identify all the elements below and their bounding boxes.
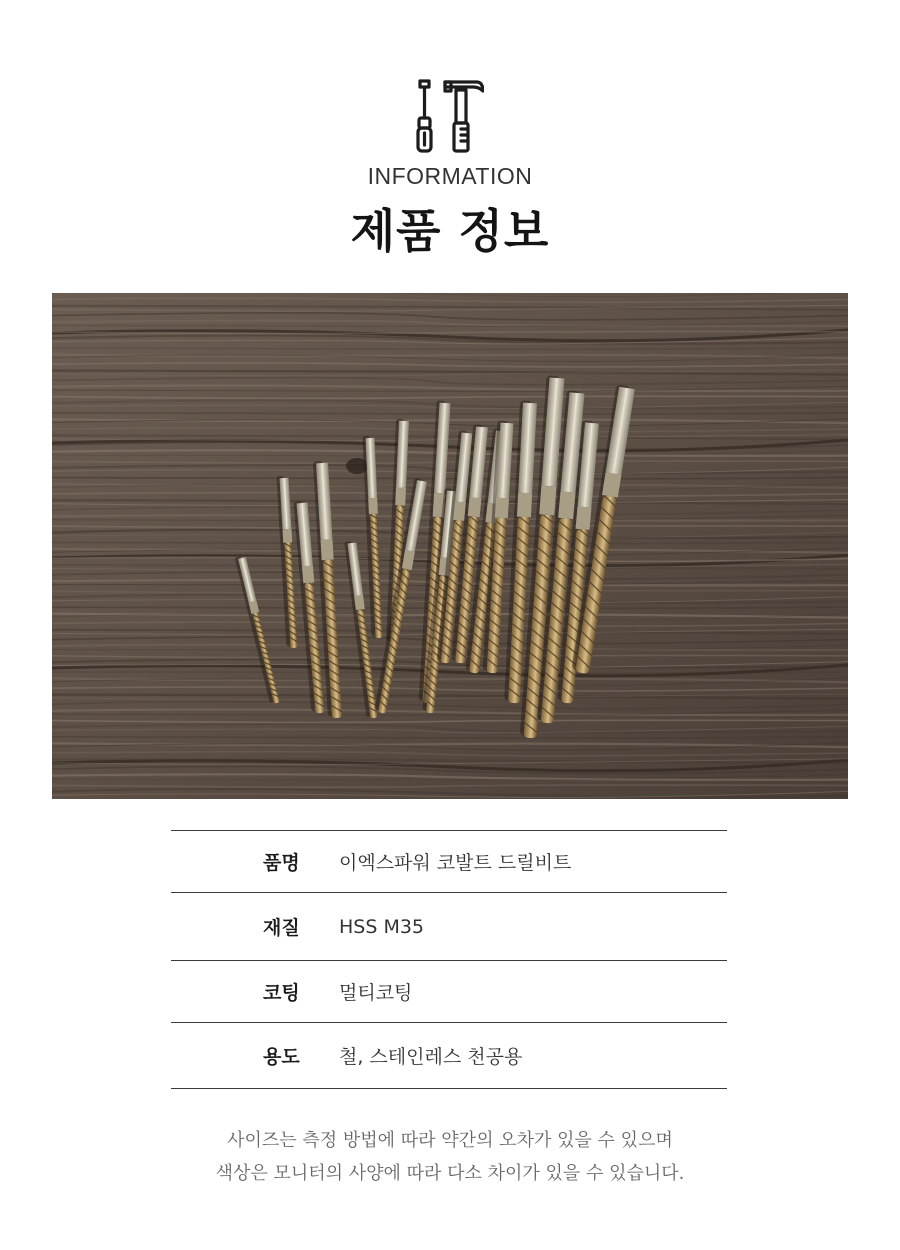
notice-line: 색상은 모니터의 사양에 따라 다소 차이가 있을 수 있습니다. [215,1163,685,1184]
spec-row-coating [171,961,727,1023]
spec-value: 철, 스테인레스 천공용 [339,1046,523,1068]
spec-row-usage [171,1023,727,1089]
tools-icon [416,78,484,154]
spec-label: 코팅 [263,982,300,1004]
notice-line: 사이즈는 측정 방법에 따라 약간의 오차가 있을 수 있으며 [227,1130,673,1151]
spec-value: 이엑스파워 코발트 드릴비트 [339,852,572,874]
spec-row-material [171,893,727,961]
spec-value: 멀티코팅 [339,982,413,1004]
notice-text [0,1124,900,1190]
page-title: 제품 정보 [350,204,550,258]
drill-bits-photo [52,293,848,799]
info-label: INFORMATION [367,163,533,189]
spec-label: 재질 [263,917,300,939]
spec-label: 품명 [263,852,300,874]
spec-label: 용도 [263,1046,300,1068]
spec-value: HSS M35 [339,915,425,938]
spec-row-name [171,831,727,893]
spec-table [171,830,727,1089]
